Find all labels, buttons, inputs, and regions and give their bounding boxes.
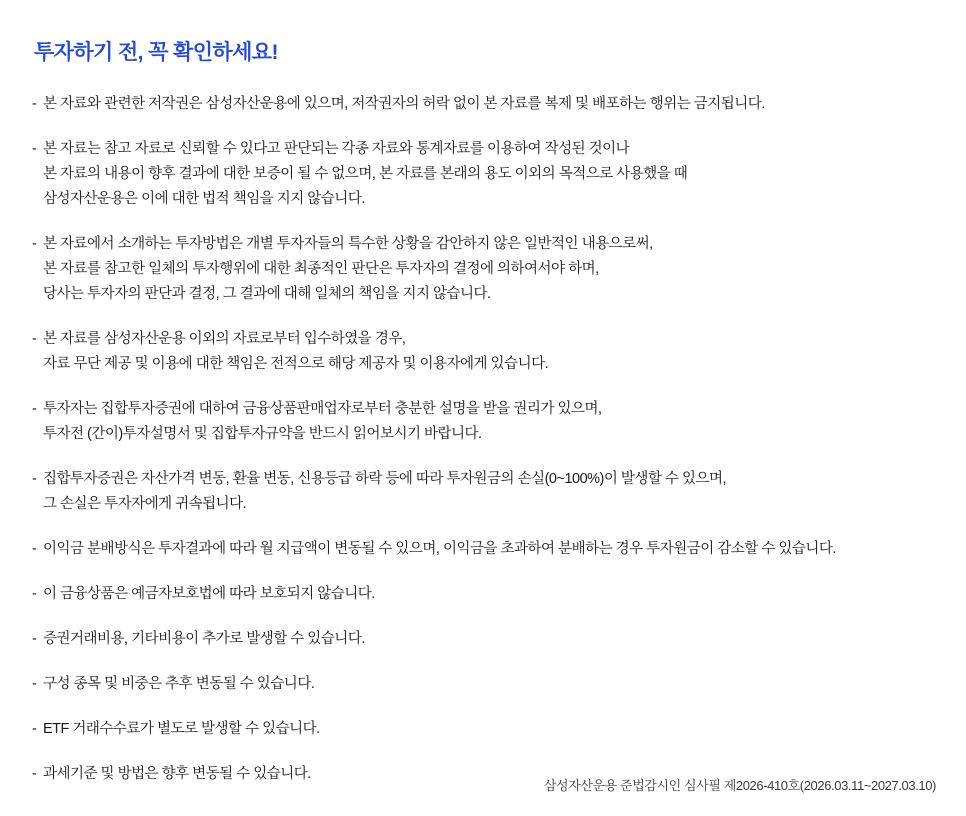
list-marker: - — [32, 141, 37, 157]
list-item — [32, 232, 936, 307]
notice-line: 과세기준 및 방법은 향후 변동될 수 있습니다. — [43, 766, 311, 782]
list-item-text — [43, 467, 936, 517]
list-item-text — [43, 327, 936, 377]
list-item — [32, 537, 936, 562]
notice-line: 삼성자산운용은 이에 대한 법적 책임을 지지 않습니다. — [43, 191, 365, 207]
notice-line: 집합투자증권은 자산가격 변동, 환율 변동, 신용등급 하락 등에 따라 투자원금의 손실(0~100%)이 발생할 수 있으며, — [43, 471, 727, 487]
notice-line: ETF 거래수수료가 별도로 발생할 수 있습니다. — [43, 721, 320, 737]
notice-line: 이익금 분배방식은 투자결과에 따라 월 지급액이 변동될 수 있으며, 이익금을 초과하여 분배하는 경우 투자원금이 감소할 수 있습니다. — [43, 541, 836, 557]
list-item-text — [43, 537, 936, 562]
notice-line: 본 자료를 참고한 일체의 투자행위에 대한 최종적인 판단은 투자자의 결정에 의하여서야 하며, — [43, 261, 599, 277]
list-item — [32, 717, 936, 742]
list-item-text — [43, 672, 936, 697]
notice-line: 그 손실은 투자자에게 귀속됩니다. — [43, 496, 247, 512]
notice-line: 구성 종목 및 비중은 추후 변동될 수 있습니다. — [43, 676, 315, 692]
notice-line: 당사는 투자자의 판단과 결정, 그 결과에 대해 일체의 책임을 지지 않습니다. — [43, 286, 491, 302]
page-title: 투자하기 전, 꼭 확인하세요! — [34, 41, 278, 64]
list-item — [32, 672, 936, 697]
notice-line: 투자전 (간이)투자설명서 및 집합투자규약을 반드시 읽어보시기 바랍니다. — [43, 426, 482, 442]
list-item-text — [43, 582, 936, 607]
list-marker: - — [32, 471, 37, 487]
list-item — [32, 397, 936, 447]
notice-line: 투자자는 집합투자증권에 대하여 금융상품판매업자로부터 충분한 설명을 받을 권리가 있으며, — [43, 401, 602, 417]
notice-line: 본 자료는 참고 자료로 신뢰할 수 있다고 판단되는 각종 자료와 통계자료를 이용하여 작성된 것이나 — [43, 141, 630, 157]
list-marker: - — [32, 541, 37, 557]
list-marker: - — [32, 236, 37, 252]
list-marker: - — [32, 331, 37, 347]
list-marker: - — [32, 676, 37, 692]
list-marker: - — [32, 631, 37, 647]
list-marker: - — [32, 96, 37, 112]
notice-line: 증권거래비용, 기타비용이 추가로 발생할 수 있습니다. — [43, 631, 365, 647]
notice-line: 본 자료에서 소개하는 투자방법은 개별 투자자들의 특수한 상황을 감안하지 않은 일반적인 내용으로써, — [43, 236, 653, 252]
list-item-text — [43, 137, 936, 212]
list-marker: - — [32, 721, 37, 737]
list-item-text — [43, 717, 936, 742]
list-item — [32, 467, 936, 517]
notice-line: 본 자료와 관련한 저작권은 삼성자산운용에 있으며, 저작권자의 허락 없이 본 자료를 복제 및 배포하는 행위는 금지됩니다. — [43, 96, 765, 112]
list-marker: - — [32, 401, 37, 417]
list-marker: - — [32, 766, 37, 782]
notice-list — [32, 92, 936, 787]
list-item-text — [43, 92, 936, 117]
list-item-text — [43, 627, 936, 652]
list-item — [32, 137, 936, 212]
list-marker: - — [32, 586, 37, 602]
list-item — [32, 92, 936, 117]
list-item — [32, 582, 936, 607]
notice-line: 자료 무단 제공 및 이용에 대한 책임은 전적으로 해당 제공자 및 이용자에게 있습니다. — [43, 356, 549, 372]
list-item-text — [43, 232, 936, 307]
list-item — [32, 627, 936, 652]
list-item — [32, 327, 936, 377]
notice-line: 이 금융상품은 예금자보호법에 따라 보호되지 않습니다. — [43, 586, 375, 602]
list-item-text — [43, 397, 936, 447]
notice-line: 본 자료의 내용이 향후 결과에 대한 보증이 될 수 없으며, 본 자료를 본래의 용도 이외의 목적으로 사용했을 때 — [43, 166, 688, 182]
compliance-approval-note: 삼성자산운용 준법감시인 심사필 제2026-410호(2026.03.11~2027.03.10) — [543, 778, 936, 793]
notice-line: 본 자료를 삼성자산운용 이외의 자료로부터 입수하였을 경우, — [43, 331, 406, 347]
